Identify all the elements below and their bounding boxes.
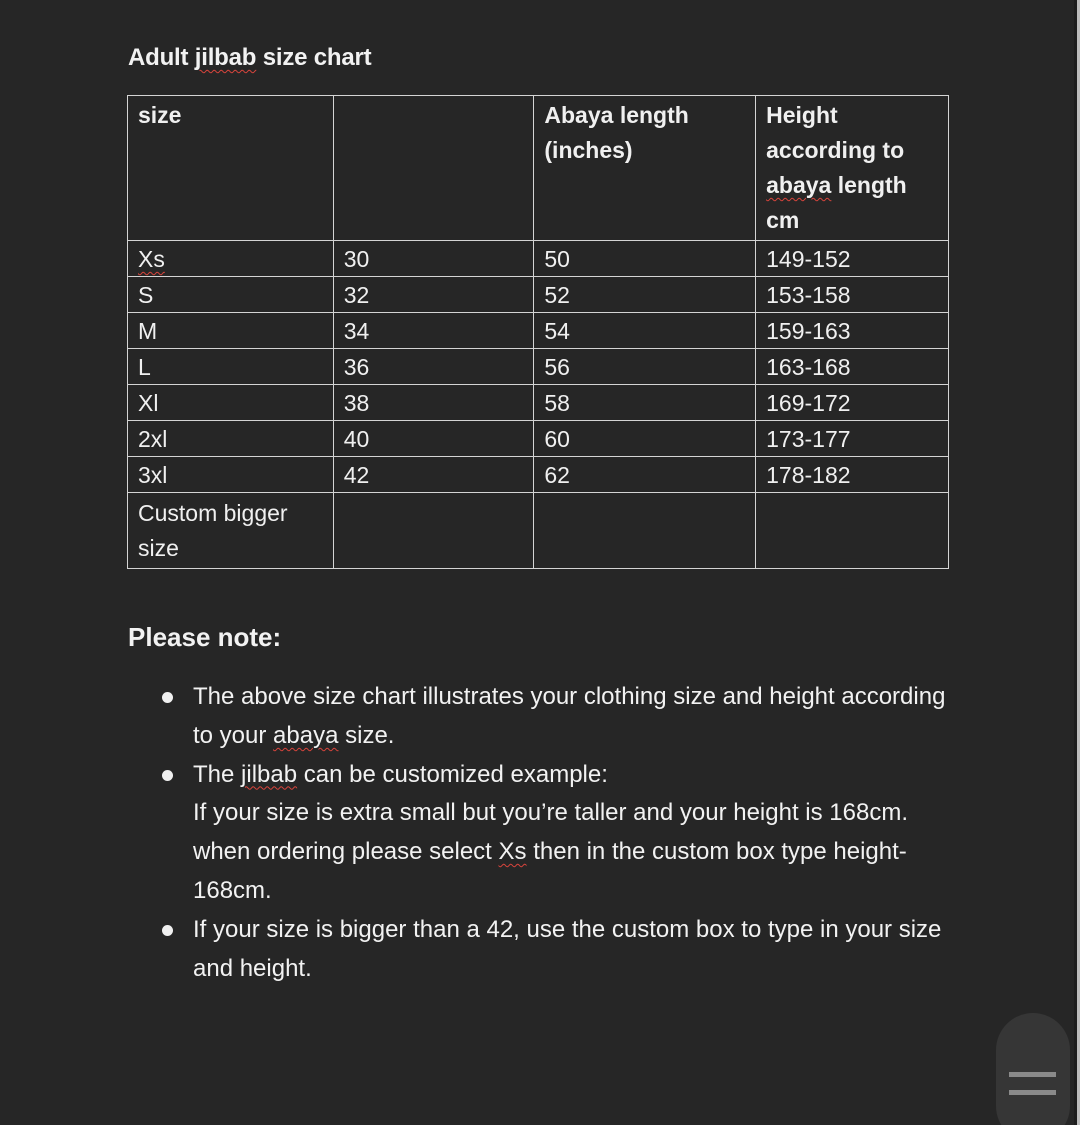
- header-height-text: Height according to: [766, 102, 905, 163]
- note-text-part: can be customized example:: [297, 760, 608, 788]
- note-text-part: If your size is extra small but you’re taller and your height is 168cm. when ordering please select: [193, 799, 908, 866]
- note-item: [193, 911, 953, 989]
- cell-height: 153-158: [756, 277, 949, 313]
- cell-bust: 32: [333, 277, 534, 313]
- cell-height: 178-182: [756, 457, 949, 493]
- note-text-part: The above size chart illustrates your clothing size and height according to your: [193, 683, 946, 749]
- cell-size: Xl: [128, 385, 334, 421]
- cell-abaya-length: 56: [534, 349, 756, 385]
- cell-size-misspelled[interactable]: Xs: [138, 246, 165, 272]
- table-row: [128, 241, 949, 277]
- note-text-misspelled[interactable]: Xs: [498, 838, 527, 866]
- header-size: size: [128, 96, 334, 241]
- cell-height: 159-163: [756, 313, 949, 349]
- bullet-icon: [162, 770, 173, 781]
- note-text-part: The: [193, 760, 242, 788]
- cell-abaya-length: 52: [534, 277, 756, 313]
- cell-abaya-length: [534, 493, 756, 569]
- cell-bust: 34: [333, 313, 534, 349]
- cell-abaya-length: 50: [534, 241, 756, 277]
- cell-size: M: [128, 313, 334, 349]
- cell-size: 3xl: [128, 457, 334, 493]
- cell-bust: [333, 493, 534, 569]
- cell-bust: 42: [333, 457, 534, 493]
- table-row: [128, 277, 949, 313]
- size-chart-table: [127, 95, 949, 569]
- bullet-icon: [162, 692, 173, 703]
- cell-size: L: [128, 349, 334, 385]
- cell-height: 169-172: [756, 385, 949, 421]
- title-text: Adult: [128, 44, 195, 71]
- note-item: [193, 678, 953, 756]
- cell-abaya-length: 58: [534, 385, 756, 421]
- table-row: [128, 421, 949, 457]
- drag-handle-icon: [1009, 1072, 1056, 1077]
- table-row: [128, 385, 949, 421]
- bullet-icon: [162, 925, 173, 936]
- note-text: If your size is bigger than a 42, use the custom box to type in your size and height.: [193, 915, 942, 982]
- header-height-text: length cm: [766, 172, 907, 233]
- cell-bust: 38: [333, 385, 534, 421]
- cell-bust: 40: [333, 421, 534, 457]
- table-row: [128, 349, 949, 385]
- table-row-custom: [128, 493, 949, 569]
- title-text-misspelled[interactable]: jilbab: [194, 44, 257, 71]
- notes-list: [193, 678, 953, 988]
- drag-handle-icon: [1009, 1090, 1056, 1095]
- table-row: [128, 457, 949, 493]
- note-text-part: size.: [338, 721, 395, 749]
- cell-height: 149-152: [756, 241, 949, 277]
- cell-size: S: [128, 277, 334, 313]
- note-continuation: [193, 794, 953, 910]
- note-text-misspelled[interactable]: abaya: [273, 721, 339, 749]
- note-item: [193, 756, 953, 911]
- scroll-handle[interactable]: [996, 1013, 1070, 1125]
- cell-abaya-length: 62: [534, 457, 756, 493]
- cell-size: 2xl: [128, 421, 334, 457]
- cell-height: 173-177: [756, 421, 949, 457]
- cell-bust: 30: [333, 241, 534, 277]
- header-height: [756, 96, 949, 241]
- header-height-misspelled[interactable]: abaya: [766, 172, 832, 198]
- table-header-row: [128, 96, 949, 241]
- note-text-misspelled[interactable]: jilbab: [241, 760, 298, 788]
- header-abaya-length: Abaya length (inches): [534, 96, 756, 241]
- cell-height: [756, 493, 949, 569]
- note-text: [193, 756, 953, 795]
- title-text: size chart: [256, 44, 372, 71]
- note-text-part: then in the custom box type height- 168cm.: [193, 838, 907, 904]
- header-bust: [333, 96, 534, 241]
- cell-bust: 36: [333, 349, 534, 385]
- cell-height: 163-168: [756, 349, 949, 385]
- cell-abaya-length: 60: [534, 421, 756, 457]
- table-row: [128, 313, 949, 349]
- cell-size: Custom bigger size: [128, 493, 334, 569]
- note-text: [193, 678, 953, 756]
- page-title: [128, 44, 371, 72]
- notes-heading: Please note:: [128, 622, 282, 652]
- cell-size: [128, 241, 334, 277]
- cell-abaya-length: 54: [534, 313, 756, 349]
